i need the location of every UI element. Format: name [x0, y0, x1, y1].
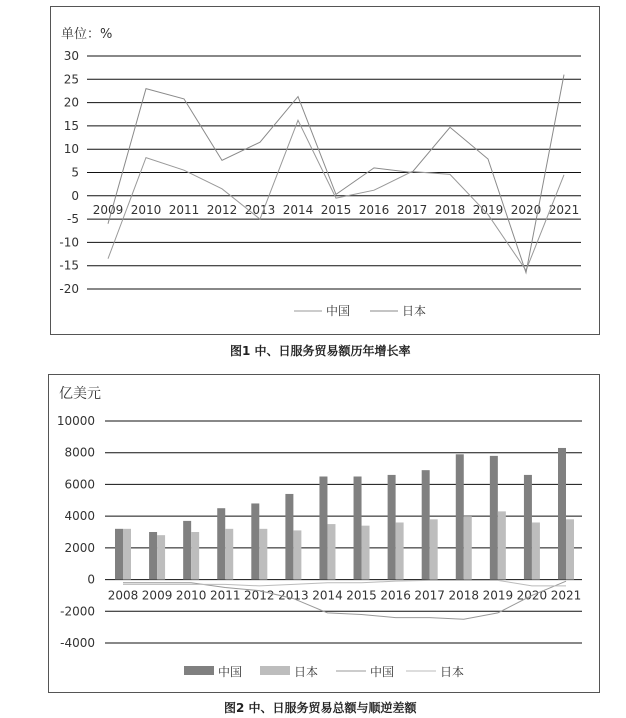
chart-2-y-tick-label: 4000	[64, 509, 95, 524]
chart-1-x-tick-label: 2015	[320, 202, 352, 217]
chart-2-bar-china	[422, 470, 430, 579]
chart-2-y-tick-label: 2000	[64, 540, 95, 555]
chart-1-x-tick-label: 2012	[206, 202, 238, 217]
chart-2-bar-china	[388, 475, 396, 580]
chart-1-y-tick-label: 15	[63, 118, 79, 133]
chart-1-svg	[51, 7, 599, 334]
chart-2-bar-china	[490, 456, 498, 580]
chart-1-unit-label: 单位：%	[61, 27, 113, 42]
chart-2-bar-china	[115, 529, 123, 580]
chart-2-unit-label: 亿美元	[59, 386, 101, 402]
chart-2-bar-china	[524, 475, 532, 580]
chart-2-bar-japan	[362, 526, 370, 580]
chart-1-y-tick-label: 10	[63, 142, 79, 157]
chart-2-bar-japan	[396, 522, 404, 579]
chart-2-x-tick-label: 2017	[414, 588, 445, 603]
chart-2-bar-china	[251, 503, 259, 579]
chart-1-y-tick-label: -5	[67, 212, 79, 227]
chart-2-legend-swatch-bar	[260, 666, 290, 675]
chart-1-caption: 图1 中、日服务贸易额历年增长率	[230, 344, 411, 358]
chart-2-x-tick-label: 2012	[244, 588, 275, 603]
chart-1-legend-label: 日本	[402, 304, 427, 318]
chart-1-x-tick-label: 2021	[548, 202, 580, 217]
chart-2-bar-japan	[259, 529, 267, 580]
chart-2-x-tick-label: 2018	[448, 588, 480, 603]
chart-2-legend-label: 中国	[218, 665, 243, 679]
chart-2-bar-japan	[225, 529, 233, 580]
chart-2-legend-label: 日本	[440, 665, 465, 679]
chart-2-x-tick-label: 2013	[278, 588, 309, 603]
chart-2-bar-japan	[327, 524, 335, 580]
chart-2-x-tick-label: 2011	[209, 588, 241, 603]
chart-2-y-tick-label: -4000	[60, 636, 95, 650]
chart-2-x-tick-label: 2019	[482, 588, 514, 603]
chart-1-x-tick-label: 2016	[358, 202, 390, 217]
chart-2-bar-japan	[157, 535, 165, 579]
chart-2-y-tick-label: -2000	[60, 604, 95, 619]
chart-2-x-tick-label: 2008	[107, 588, 139, 603]
chart-2-svg	[49, 375, 599, 692]
chart-1-legend-label: 中国	[326, 304, 351, 318]
chart-2-x-tick-label: 2020	[516, 588, 548, 603]
chart-1-x-tick-label: 2019	[472, 202, 504, 217]
chart-1-panel	[50, 6, 600, 335]
chart-1-series-line-japan	[108, 75, 564, 273]
chart-2-bar-china	[354, 477, 362, 580]
chart-2-bar-china	[217, 508, 225, 579]
chart-2-bar-japan	[566, 519, 574, 579]
chart-1-y-tick-label: -10	[59, 235, 79, 250]
chart-1-y-tick-label: 20	[63, 95, 79, 110]
chart-2-legend-swatch-bar	[184, 666, 214, 675]
chart-2-bar-china	[319, 477, 327, 580]
chart-2-bar-china	[149, 532, 157, 580]
chart-2-y-tick-label: 10000	[56, 414, 95, 428]
chart-2-legend-label: 日本	[294, 665, 319, 679]
chart-2-x-tick-label: 2010	[175, 588, 207, 603]
chart-2-caption: 图2 中、日服务贸易总额与顺逆差额	[224, 701, 417, 715]
chart-2-x-tick-label: 2009	[141, 588, 173, 603]
chart-2-bar-japan	[123, 529, 131, 580]
chart-1-y-tick-label: -20	[59, 282, 79, 296]
chart-2-bar-china	[558, 448, 566, 580]
chart-2-bar-japan	[430, 519, 438, 579]
chart-2-y-tick-label: 6000	[64, 477, 95, 492]
chart-2-bar-japan	[498, 511, 506, 579]
chart-1-y-tick-label: 0	[71, 188, 79, 203]
chart-1-x-tick-label: 2014	[282, 202, 314, 217]
chart-2-bar-china	[285, 494, 293, 580]
chart-2-x-tick-label: 2021	[550, 588, 582, 603]
chart-1-x-tick-label: 2009	[92, 202, 124, 217]
chart-1-x-tick-label: 2020	[510, 202, 542, 217]
chart-1-y-tick-label: 25	[63, 72, 79, 87]
chart-1-y-tick-label: -15	[59, 258, 79, 273]
chart-2-bar-japan	[532, 522, 540, 579]
chart-1-x-tick-label: 2017	[396, 202, 428, 217]
chart-2-y-tick-label: 8000	[64, 445, 95, 460]
chart-2-bar-japan	[293, 530, 301, 579]
chart-2-panel	[48, 374, 600, 693]
chart-2-legend-label: 中国	[370, 665, 395, 679]
chart-2-x-tick-label: 2016	[380, 588, 411, 603]
chart-2-x-tick-label: 2015	[346, 588, 377, 603]
chart-1-x-tick-label: 2013	[244, 202, 276, 217]
chart-2-bar-japan	[191, 532, 199, 580]
chart-2-bar-japan	[464, 516, 472, 579]
chart-1-y-tick-label: 5	[71, 165, 79, 180]
chart-1-x-tick-label: 2018	[434, 202, 466, 217]
chart-1-y-tick-label: 30	[63, 49, 79, 63]
chart-2-bar-china	[456, 454, 464, 579]
chart-1-x-tick-label: 2010	[130, 202, 162, 217]
chart-2-y-tick-label: 0	[87, 572, 95, 587]
chart-2-bar-china	[183, 521, 191, 580]
chart-2-x-tick-label: 2014	[312, 588, 343, 603]
chart-1-x-tick-label: 2011	[168, 202, 200, 217]
